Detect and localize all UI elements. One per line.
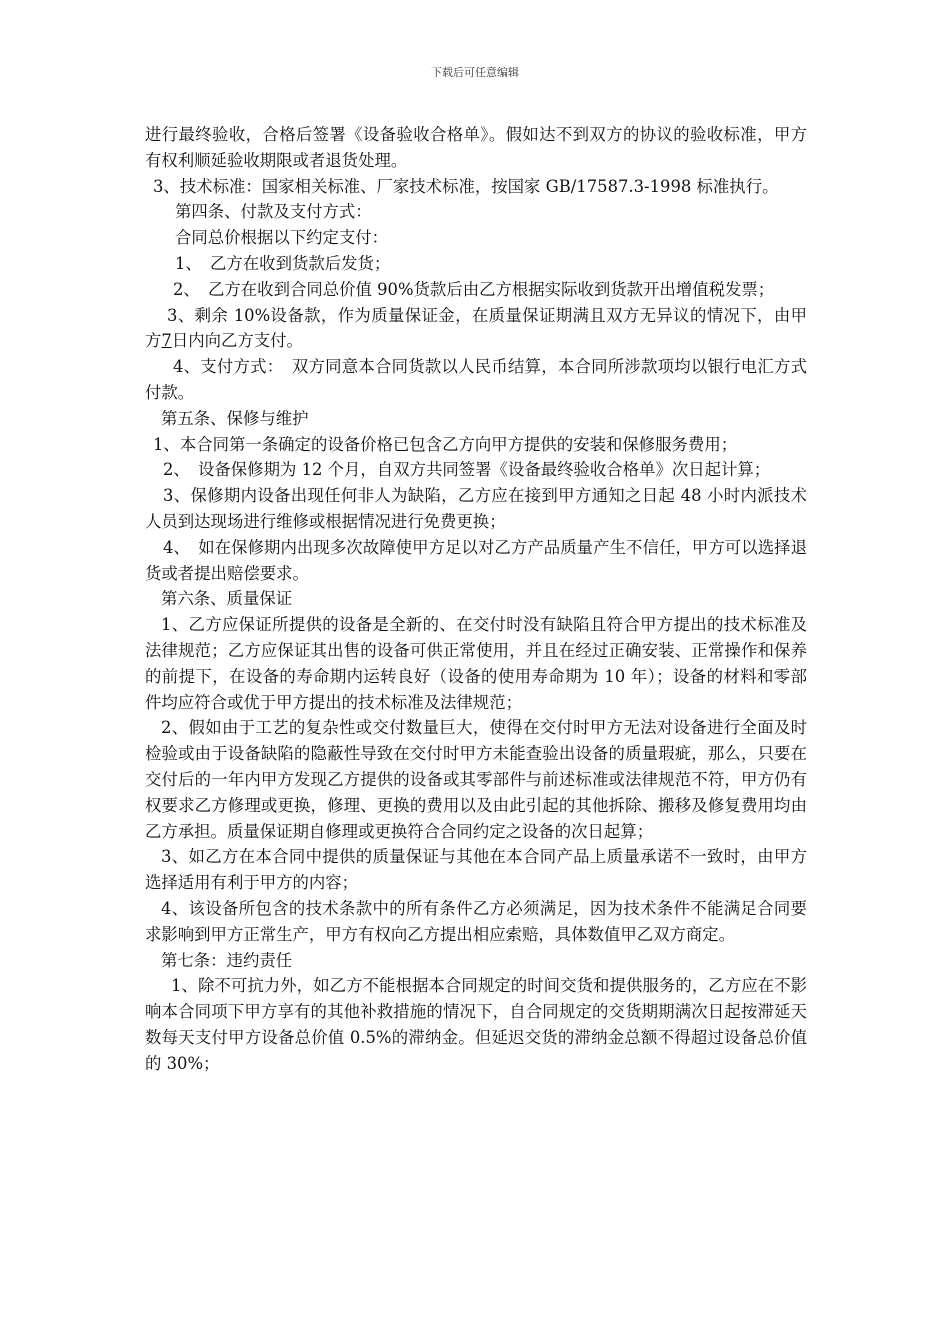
section-heading-payment: 第四条、付款及支付方式： — [175, 202, 372, 222]
paragraph-acceptance: 进行最终验收，合格后签署《设备验收合格单》。假如达不到双方的协议的验收标准，甲方有权利顺延验收期限或者退货处理。 — [145, 125, 807, 170]
list-item-warranty-4: 4、 如在保修期内出现多次故障使甲方足以对乙方产品质量产生不信任，甲方可以选择退货或者提出赔偿要求。 — [145, 537, 807, 583]
section-heading-liability: 第七条：违约责任 — [161, 950, 293, 970]
list-item-warranty-1: 1、本合同第一条确定的设备价格已包含乙方向甲方提供的安装和保修服务费用； — [153, 434, 738, 454]
list-item-liability-1: 1、除不可抗力外，如乙方不能根据本合同规定的时间交货和提供服务的，乙方应在不影响本合同项下甲方享有的其他补救措施的情况下，自合同规定的交货期期满次日起按滞延天数每天支付甲方设备总价值 0.5%的滞纳金。但延迟交货的滞纳金总额不得超过设备总价值的 30%； — [145, 976, 807, 1073]
contract-body — [145, 122, 807, 1076]
list-item-payment-1: 1、 乙方在收到货款后发货； — [175, 253, 391, 273]
list-item-warranty-2: 2、 设备保修期为 12 个月，自双方共同签署《设备最终验收合格单》次日起计算； — [163, 460, 771, 480]
payment-3-text-b: 日内向乙方支付。 — [171, 331, 303, 351]
section-heading-quality: 第六条、质量保证 — [161, 589, 293, 609]
list-item-quality-3: 3、如乙方在本合同中提供的质量保证与其他在本合同产品上质量承诺不一致时，由甲方选择适用有利于甲方的内容； — [145, 847, 807, 893]
payment-days-value: 7 — [161, 331, 172, 351]
list-item-quality-4: 4、该设备所包含的技术条款中的所有条件乙方必须满足，因为技术条件不能满足合同要求影响到甲方正常生产，甲方有权向乙方提出相应索赔，具体数值甲乙双方商定。 — [145, 898, 807, 944]
list-item-quality-1: 1、乙方应保证所提供的设备是全新的、在交付时没有缺陷且符合甲方提出的技术标准及法律规范；乙方应保证其出售的设备可供正常使用，并且在经过正确安装、正常操作和保养的前提下，在设备的寿命期内运转良好（设备的使用寿命期为 10 年）；设备的材料和零部件均应符合或优于甲方提出的技术标准及法律规范； — [145, 615, 807, 712]
paragraph-technical-standard: 3、技术标准：国家相关标准、厂家技术标准，按国家 GB/17587.3-1998 标准执行。 — [153, 176, 779, 196]
list-item-payment-4: 4、支付方式： 双方同意本合同货款以人民币结算，本合同所涉款项均以银行电汇方式付款。 — [145, 357, 807, 402]
section-heading-warranty: 第五条、保修与维护 — [161, 408, 309, 428]
list-item-warranty-3: 3、保修期内设备出现任何非人为缺陷，乙方应在接到甲方通知之日起 48 小时内派技术人员到达现场进行维修或根据情况进行免费更换； — [145, 486, 807, 531]
page-header: 下载后可任意编辑 — [431, 66, 519, 79]
list-item-payment-3 — [145, 303, 807, 355]
payment-3-text-a: 3、剩余 10%设备款，作为质量保证金，在质量保证期满且双方无异议的情况下，由甲方 — [145, 305, 807, 351]
list-item-quality-2: 2、假如由于工艺的复杂性或交付数量巨大，使得在交付时甲方无法对设备进行全面及时检验或由于设备缺陷的隐蔽性导致在交付时甲方未能查验出设备的质量瑕疵，那么，只要在交付后的一年内甲方发现乙方提供的设备或其零部件与前述标准或法律规范不符，甲方仍有权要求乙方修理或更换，修理、更换的费用以及由此引起的其他拆除、搬移及修复费用均由乙方承担。质量保证期自修理或更换符合合同约定之设备的次日起算； — [145, 718, 807, 841]
paragraph-payment-intro: 合同总价根据以下约定支付： — [175, 228, 389, 248]
list-item-payment-2: 2、 乙方在收到合同总价值 90%货款后由乙方根据实际收到货款开出增值税发票； — [173, 279, 775, 299]
